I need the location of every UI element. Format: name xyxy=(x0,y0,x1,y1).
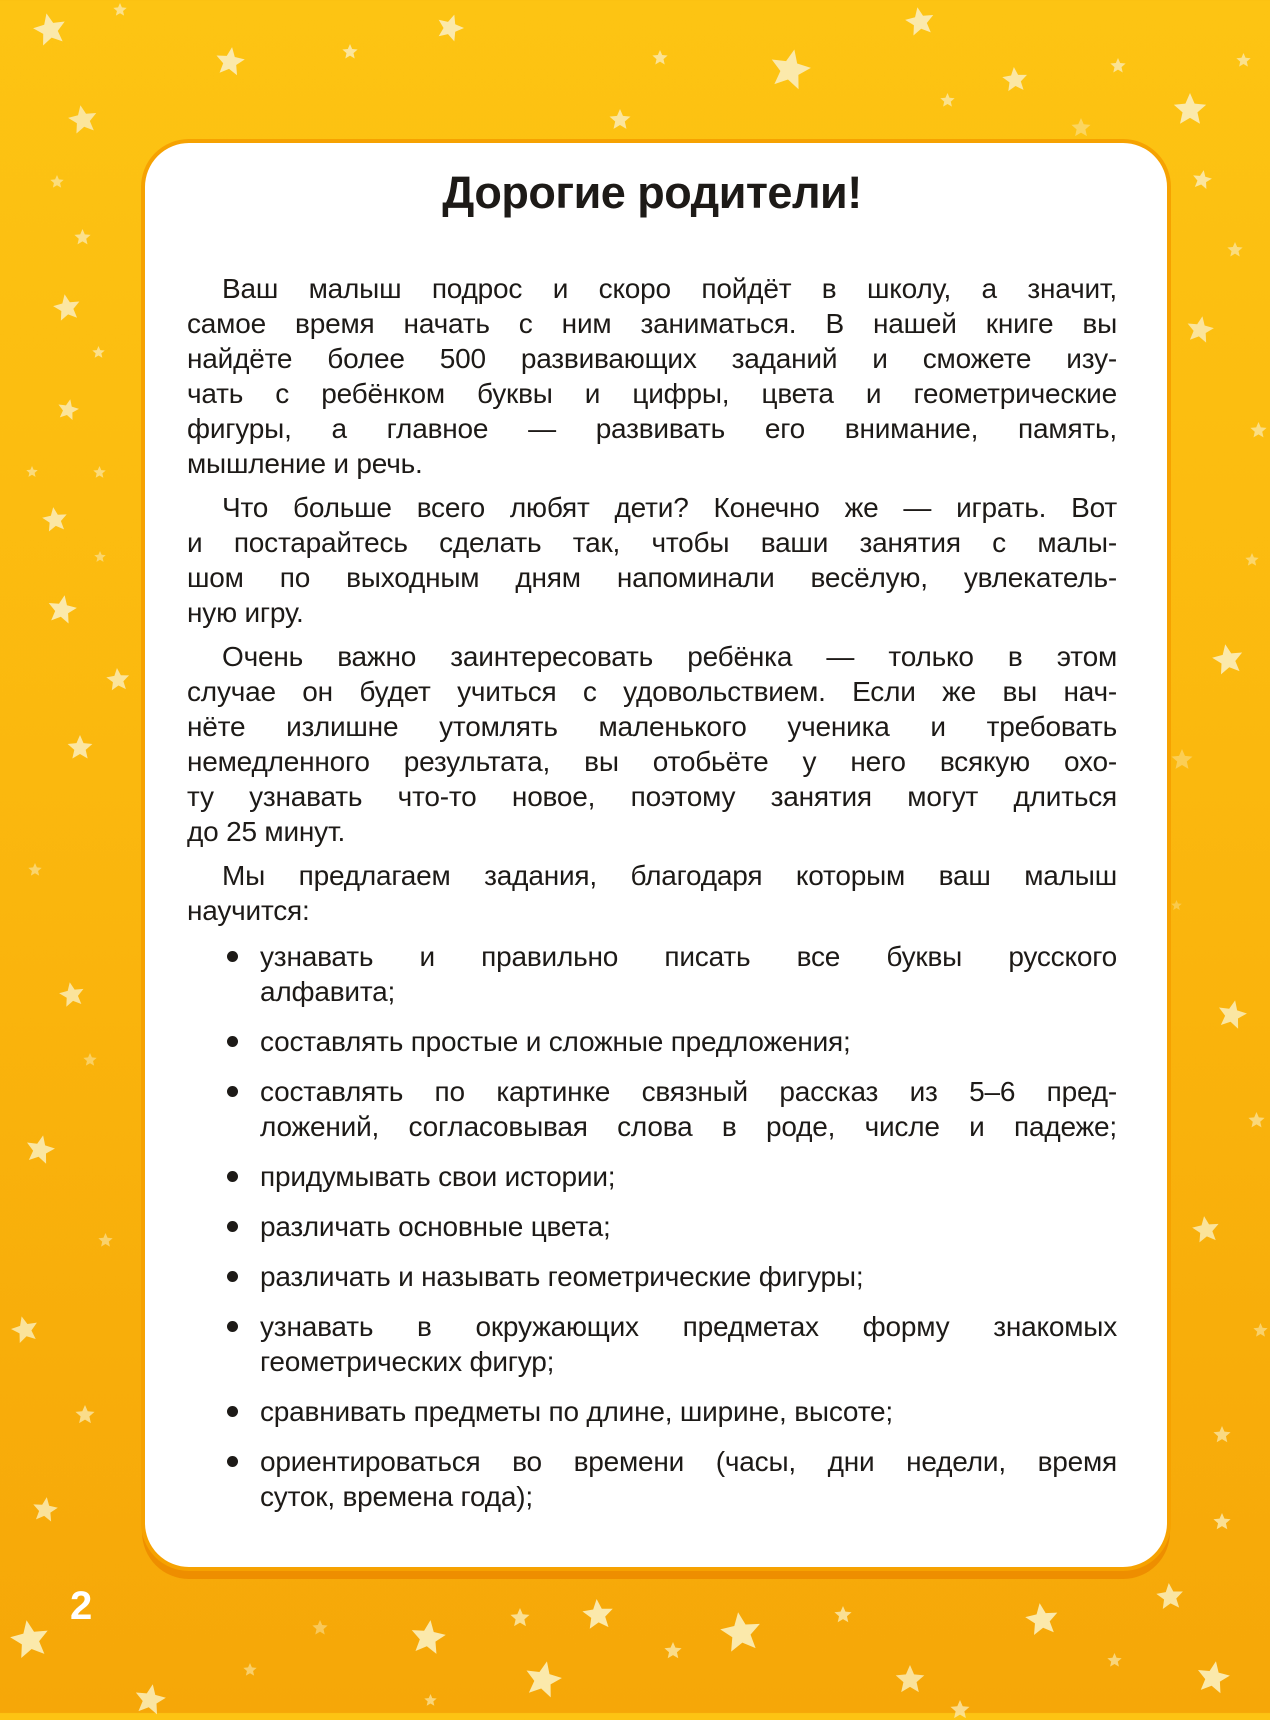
star-icon xyxy=(1213,1513,1231,1531)
text-line: чать с ребёнком буквы и цифры, цвета и геометрические xyxy=(187,378,1117,409)
list-item xyxy=(187,939,1117,1009)
star-icon xyxy=(432,10,467,45)
star-icon xyxy=(510,1608,530,1628)
star-icon xyxy=(22,1132,58,1168)
list-item xyxy=(187,1074,1117,1144)
star-icon xyxy=(1214,997,1250,1033)
star-icon xyxy=(83,1053,97,1067)
text-line: шом по выходным дням напоминали весёлую, увлекатель- xyxy=(187,562,1117,593)
bullet-icon xyxy=(227,951,238,962)
text-line: ориентироваться во времени (часы, дни недели, время xyxy=(260,1446,1117,1477)
star-icon xyxy=(609,109,631,131)
star-icon xyxy=(895,1665,925,1695)
text-line: Ваш малыш подрос и скоро пойдёт в школу, а значит, xyxy=(222,273,1117,304)
text-line: ту узнавать что-то новое, поэтому занятия могут длиться xyxy=(187,781,1117,812)
star-icon xyxy=(581,1598,616,1633)
list-item xyxy=(187,1309,1117,1379)
bullet-icon xyxy=(227,1321,238,1332)
bullet-icon xyxy=(227,1271,238,1282)
star-icon xyxy=(903,5,938,40)
star-icon xyxy=(94,551,106,563)
star-icon xyxy=(93,466,106,479)
star-icon xyxy=(1253,1323,1268,1338)
star-icon xyxy=(342,44,358,60)
star-icon xyxy=(1209,641,1246,678)
star-icon xyxy=(424,1694,437,1707)
text-line: сравнивать предметы по длине, ширине, высоте; xyxy=(260,1396,893,1427)
star-icon xyxy=(520,1657,565,1702)
star-icon xyxy=(7,1617,53,1663)
star-icon xyxy=(408,1618,449,1659)
text-line: узнавать в окружающих предметах форму знакомых xyxy=(260,1311,1117,1342)
star-icon xyxy=(66,103,101,138)
list-item xyxy=(187,1394,1117,1429)
star-icon xyxy=(765,45,815,95)
star-icon xyxy=(105,667,131,693)
star-icon xyxy=(1155,1582,1185,1612)
star-icon xyxy=(8,1313,42,1347)
star-icon xyxy=(1190,168,1213,191)
star-icon xyxy=(26,466,38,478)
text-line: ную игру. xyxy=(187,597,304,628)
star-icon xyxy=(30,10,70,50)
bullet-icon xyxy=(227,1171,238,1182)
star-icon xyxy=(1193,1658,1232,1697)
text-line: ложений, согласовывая слова в роде, числе и падеже; xyxy=(260,1111,1117,1142)
star-icon xyxy=(950,1700,970,1720)
star-icon xyxy=(55,397,81,423)
text-line: немедленного результата, вы отобьёте у него всякую охо- xyxy=(187,746,1117,777)
list-item xyxy=(187,1209,1117,1244)
text-line: суток, времена года); xyxy=(260,1481,533,1512)
star-icon xyxy=(940,93,955,108)
text-line: различать и называть геометрические фигуры; xyxy=(260,1261,864,1292)
star-icon xyxy=(51,292,83,324)
star-icon xyxy=(1001,66,1029,94)
text-line: и постарайтесь сделать так, чтобы ваши занятия с малы- xyxy=(187,527,1117,558)
star-icon xyxy=(1227,242,1243,258)
paragraph-3 xyxy=(187,639,1117,849)
text-line: мышление и речь. xyxy=(187,448,423,479)
text-line: нёте излишне утомлять маленького ученика и требовать xyxy=(187,711,1117,742)
star-icon xyxy=(1071,118,1091,138)
star-icon xyxy=(1171,749,1193,771)
page-title: Дорогие родители! xyxy=(442,167,862,218)
text-line: научится: xyxy=(187,895,310,926)
text-line: фигуры, а главное — развивать его внимание, память, xyxy=(187,413,1117,444)
star-icon xyxy=(113,3,127,17)
text-line: составлять по картинке связный рассказ из 5–6 пред- xyxy=(260,1076,1117,1107)
text-line: алфавита; xyxy=(260,976,396,1007)
paragraph-1 xyxy=(187,271,1117,481)
star-icon xyxy=(1248,1112,1265,1129)
star-icon xyxy=(312,1620,328,1636)
star-icon xyxy=(213,45,247,79)
list-item xyxy=(187,1159,1117,1194)
star-icon xyxy=(1107,1653,1122,1668)
star-icon xyxy=(75,1405,95,1425)
star-icon xyxy=(652,50,668,66)
star-icon xyxy=(1023,1601,1061,1639)
text-line: до 25 минут. xyxy=(187,816,346,847)
list-item xyxy=(187,1024,1117,1059)
paragraph-4 xyxy=(187,858,1117,928)
text-line: Мы предлагаем задания, благодаря которым ваш малыш xyxy=(222,860,1117,891)
star-icon xyxy=(834,1606,852,1624)
star-icon xyxy=(717,1609,764,1656)
bullet-icon xyxy=(227,1086,238,1097)
star-icon xyxy=(664,1642,682,1660)
star-icon xyxy=(1110,58,1126,74)
bullet-icon xyxy=(227,1036,238,1047)
text-line: геометрических фигур; xyxy=(260,1346,555,1377)
star-icon xyxy=(57,980,87,1010)
text-line: составлять простые и сложные предложения; xyxy=(260,1026,851,1057)
page-number: 2 xyxy=(70,1584,93,1628)
star-icon xyxy=(92,346,105,359)
text-line: случае он будет учиться с удовольствием. Если же вы нач- xyxy=(187,676,1117,707)
star-icon xyxy=(1190,1214,1222,1246)
star-icon xyxy=(30,1495,59,1524)
skills-list xyxy=(187,939,1117,1514)
star-icon xyxy=(28,863,42,877)
star-icon xyxy=(1250,422,1267,439)
list-item xyxy=(187,1259,1117,1294)
star-icon xyxy=(1213,1426,1231,1444)
bullet-icon xyxy=(227,1456,238,1467)
star-icon xyxy=(1184,314,1216,346)
text-line: найдёте более 500 развивающих заданий и сможете изу- xyxy=(187,343,1117,374)
star-icon xyxy=(67,735,93,761)
text-line: различать основные цвета; xyxy=(260,1211,611,1242)
text-line: Очень важно заинтересовать ребёнка — только в этом xyxy=(222,641,1117,672)
star-icon xyxy=(1245,553,1259,567)
star-icon xyxy=(45,593,80,628)
star-icon xyxy=(74,229,91,246)
text-line: самое время начать с ним заниматься. В нашей книге вы xyxy=(187,308,1117,339)
content-card xyxy=(141,139,1171,1571)
paragraph-2 xyxy=(187,490,1117,630)
star-icon xyxy=(40,505,69,534)
text-line: придумывать свои истории; xyxy=(260,1161,616,1192)
star-icon xyxy=(1236,53,1251,68)
star-icon xyxy=(243,1663,257,1677)
text-line: Что больше всего любят дети? Конечно же — играть. Вот xyxy=(222,492,1117,523)
bullet-icon xyxy=(227,1406,238,1417)
star-icon xyxy=(50,175,64,189)
bullet-icon xyxy=(227,1221,238,1232)
text-line: узнавать и правильно писать все буквы русского xyxy=(260,941,1117,972)
star-icon xyxy=(1173,93,1207,127)
star-icon xyxy=(1171,900,1182,911)
list-item xyxy=(187,1444,1117,1514)
body-text xyxy=(187,271,1117,1514)
star-icon xyxy=(98,1233,113,1248)
